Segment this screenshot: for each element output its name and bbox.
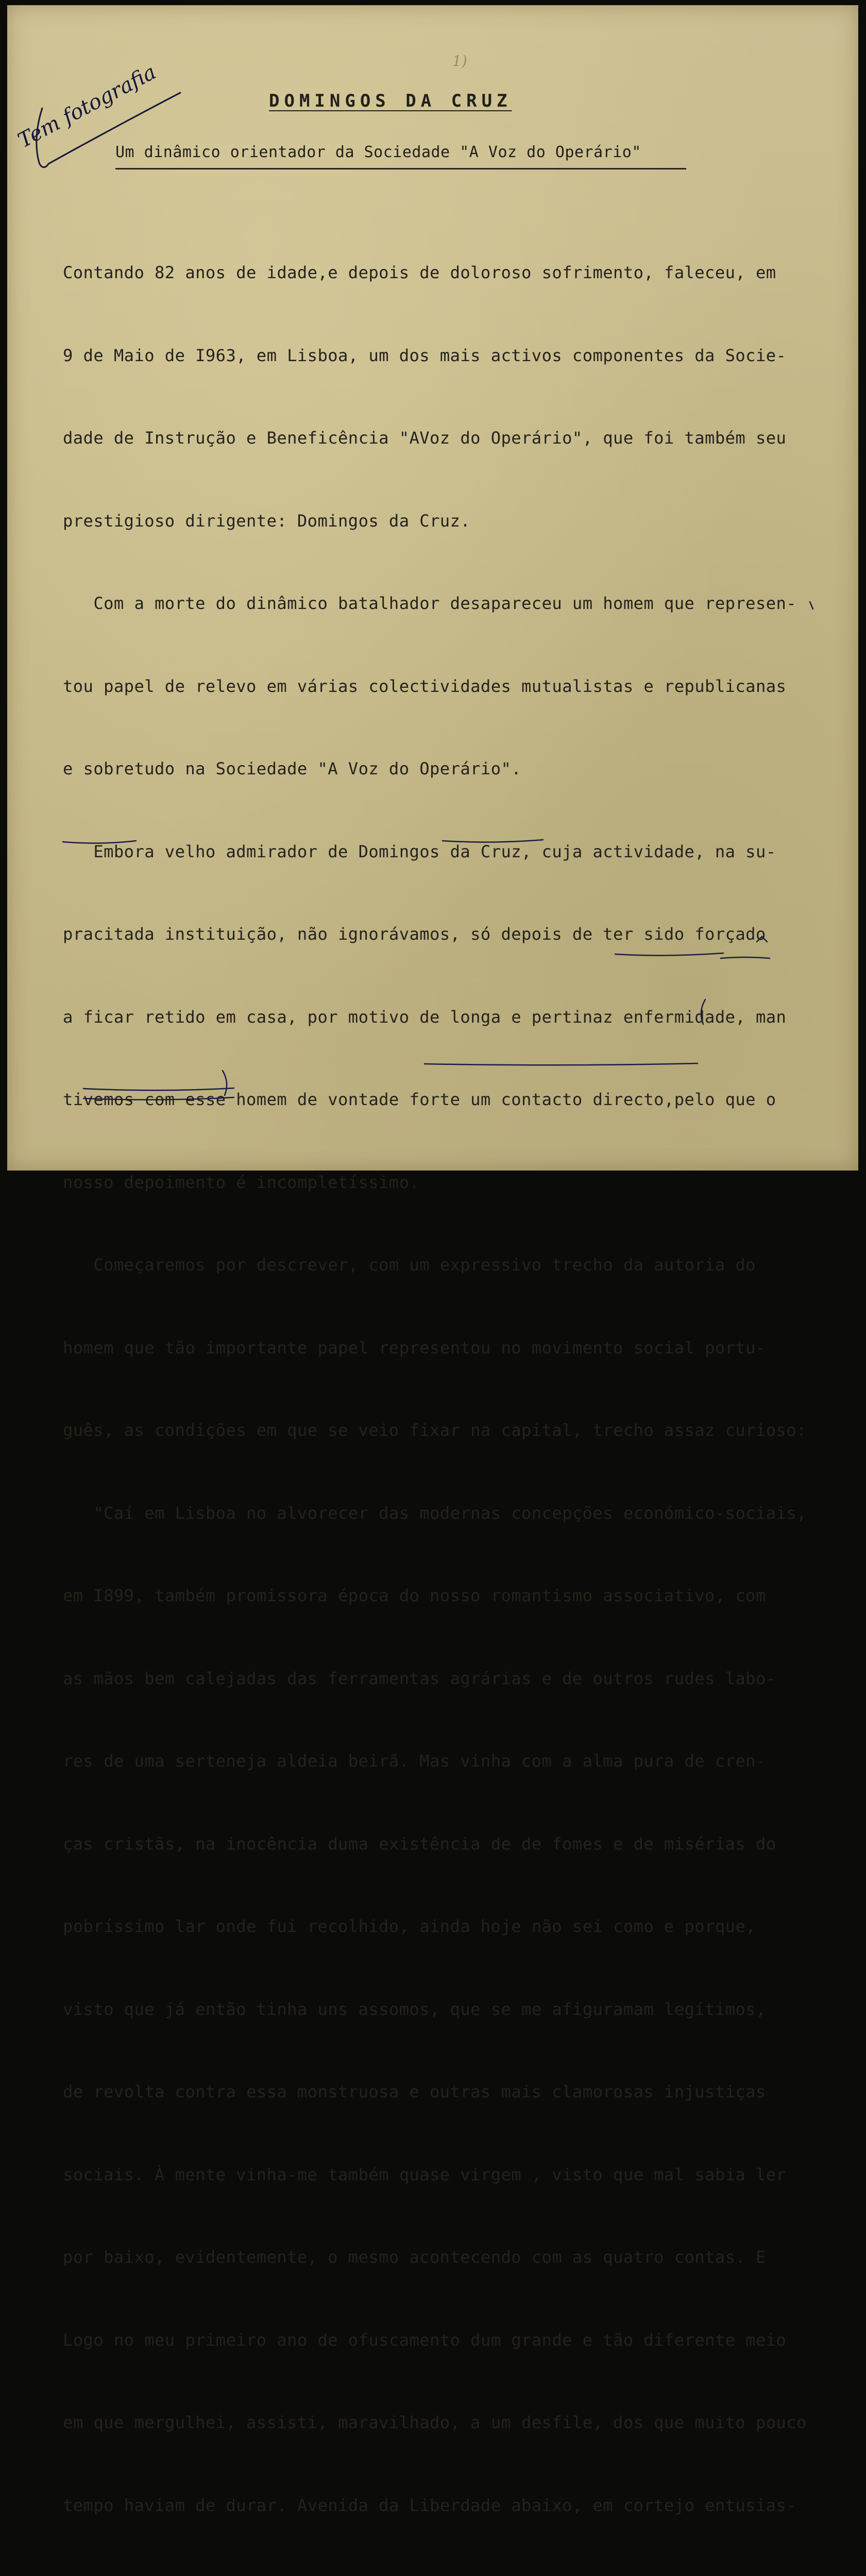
text-line: Logo no meu primeiro ano de ofuscamento dum grande e tão diferente meio xyxy=(63,2330,787,2350)
page-marker: 1) xyxy=(452,53,467,70)
handwritten-note-text: Tem fotografia xyxy=(14,60,160,153)
text-line: tou papel de relevo em várias colectividades mutualistas e republicanas xyxy=(63,676,787,696)
text-line: sociais. À mente vinha-me também quase virgem , visto que mal sabia ler xyxy=(63,2164,787,2184)
document-page xyxy=(7,5,858,2515)
document-title: DOMINGOS DA CRUZ xyxy=(269,91,512,111)
text-line: nosso depoimento é incompletíssimo. xyxy=(63,1172,420,1192)
text-line: tempo haviam de durar. Avenida da Liberdade abaixo, em cortejo entusias- xyxy=(63,2495,797,2515)
text-line: de revolta contra essa monstruosa e outras mais clamorosas injustiças xyxy=(63,2082,766,2102)
text-line: pobríssimo lar onde fui recolhido, ainda hoje não sei como e porque, xyxy=(63,1917,756,1936)
text-line: dade de Instrução e Beneficência "AVoz do Operário", que foi também seu xyxy=(63,428,787,448)
document-body xyxy=(63,204,820,2576)
text-line: em que mergulhei, assisti, maravilhado, a um desfile, dos que muito pouco xyxy=(63,2413,807,2432)
text-line: guês, as condições em que se veio fixar na capital, trecho assaz curioso: xyxy=(63,1420,807,1440)
text-line: em I899, também promissora época do nosso romantismo associativo, com xyxy=(63,1586,766,1605)
text-line: Contando 82 anos de idade,e depois de doloroso sofrimento, faleceu, em xyxy=(63,263,776,282)
text-line: Começaremos por descrever, com um expressivo trecho da autoria do xyxy=(63,1255,756,1275)
text-line: as mãos bem calejadas das ferramentas agrárias e de outros rudes labo- xyxy=(63,1668,776,1688)
text-line: Embora velho admirador de Domingos da Cruz, cuja actividade, na su- xyxy=(63,841,776,861)
text-line: prestigioso dirigente: Domingos da Cruz. xyxy=(63,511,471,531)
text-line: e sobretudo na Sociedade "A Voz do Operário". xyxy=(63,759,522,778)
text-line: res de uma serteneja aldeia beirã. Mas vinha com a alma pura de cren- xyxy=(63,1751,766,1771)
text-line: Com a morte do dinâmico batalhador desapareceu um homem que represen- xyxy=(63,594,797,613)
text-line: visto que já então tinha uns assomos, que se me afiguramam legítimos, xyxy=(63,1999,766,2019)
text-line: por baixo, evidentemente, o mesmo acontecendo com as quatro contas. E xyxy=(63,2247,766,2267)
text-line: ças cristãs, na inocência duma existência de de fomes e de misérias do xyxy=(63,1834,776,1854)
text-line: 9 de Maio de I963, em Lisboa, um dos mais activos componentes da Socie- xyxy=(63,345,787,365)
subtitle-underline xyxy=(115,168,686,170)
text-line: "Caí em Lisboa no alvorecer das modernas concepções económico-sociais, xyxy=(63,1503,807,1523)
text-line: tivemos com esse homem de vontade forte um contacto directo,pelo que o xyxy=(63,1090,776,1109)
text-line: a ficar retido em casa, por motivo de longa e pertinaz enfermidade, man xyxy=(63,1007,787,1027)
text-line: homem que tão importante papel representou no movimento social portu- xyxy=(63,1337,766,1358)
document-subtitle: Um dinâmico orientador da Sociedade "A Voz do Operário" xyxy=(115,143,641,161)
text-line: pracitada instituição, não ignorávamos, só depois de ter sido forçado xyxy=(63,924,766,944)
